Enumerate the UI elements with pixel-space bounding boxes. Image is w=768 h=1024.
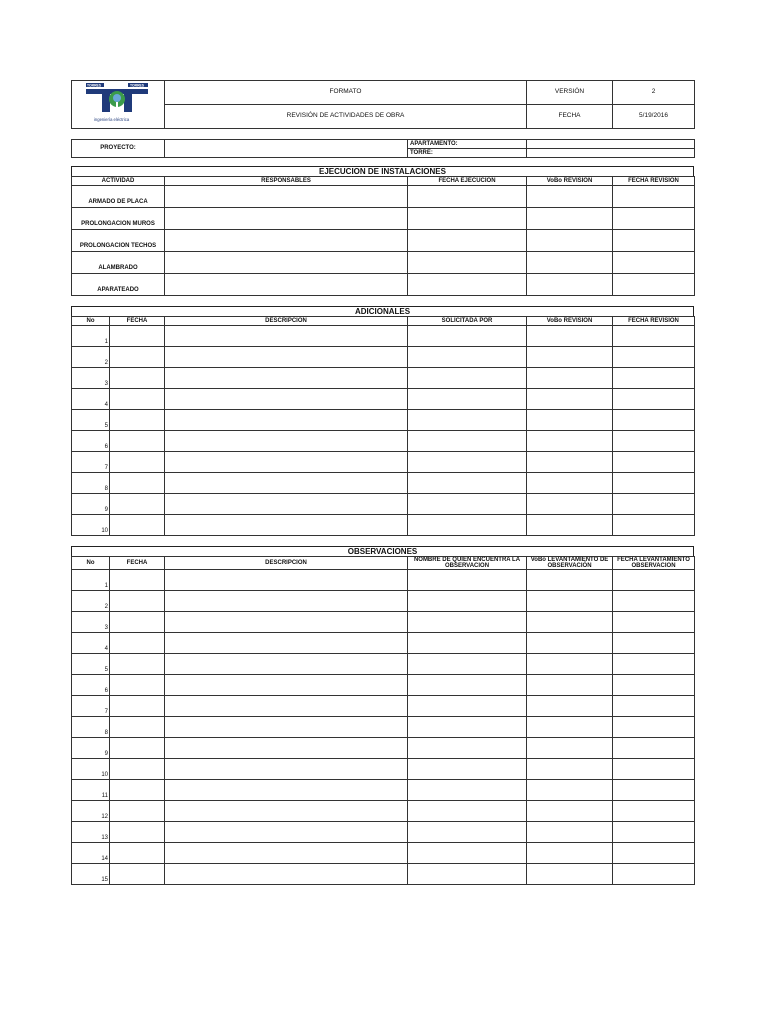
column-header: FECHA REVISION	[613, 176, 695, 185]
fecha-cell[interactable]	[110, 409, 165, 430]
quien-encuentra-cell[interactable]	[408, 716, 527, 737]
vobo-levantamiento-cell[interactable]	[527, 716, 613, 737]
date-label: FECHA	[527, 104, 613, 128]
row-number: 9	[72, 737, 110, 758]
descripcion-cell[interactable]	[165, 632, 408, 653]
company-logo	[72, 81, 165, 129]
row-number: 10	[72, 758, 110, 779]
fecha-levantamiento-cell[interactable]	[613, 590, 695, 611]
descripcion-cell[interactable]	[165, 325, 408, 346]
fecha-revision-cell[interactable]	[613, 273, 695, 295]
table-row	[72, 430, 695, 451]
fecha-cell[interactable]	[110, 716, 165, 737]
fecha-cell[interactable]	[110, 695, 165, 716]
row-number: 7	[72, 451, 110, 472]
fecha-ejecucion-cell[interactable]	[408, 229, 527, 251]
column-header: FECHA	[110, 316, 165, 325]
row-number: 2	[72, 346, 110, 367]
quien-encuentra-cell[interactable]	[408, 779, 527, 800]
format-label: FORMATO	[165, 81, 527, 105]
fecha-cell[interactable]	[110, 569, 165, 590]
table-row	[72, 514, 695, 535]
activity-label: ARMADO DE PLACA	[72, 185, 165, 207]
fecha-revision-cell[interactable]	[613, 409, 695, 430]
solicitada-por-cell[interactable]	[408, 409, 527, 430]
row-number: 8	[72, 472, 110, 493]
fecha-cell[interactable]	[110, 779, 165, 800]
quien-encuentra-cell[interactable]	[408, 821, 527, 842]
descripcion-cell[interactable]	[165, 863, 408, 884]
row-number: 15	[72, 863, 110, 884]
table-row	[72, 674, 695, 695]
fecha-cell[interactable]	[110, 800, 165, 821]
quien-encuentra-cell[interactable]	[408, 758, 527, 779]
descripcion-cell[interactable]	[165, 737, 408, 758]
descripcion-cell[interactable]	[165, 800, 408, 821]
quien-encuentra-cell[interactable]	[408, 632, 527, 653]
installations-title: EJECUCION DE INSTALACIONES	[71, 166, 694, 176]
responsables-cell[interactable]	[165, 207, 408, 229]
descripcion-cell[interactable]	[165, 430, 408, 451]
vobo-levantamiento-cell[interactable]	[527, 611, 613, 632]
column-header: DESCRIPCION	[165, 316, 408, 325]
table-row	[72, 695, 695, 716]
row-number: 6	[72, 430, 110, 451]
descripcion-cell[interactable]	[165, 590, 408, 611]
fecha-cell[interactable]	[110, 325, 165, 346]
column-header: VoBo LEVANTAMIENTO DE OBSERVACIÓN	[527, 556, 613, 569]
quien-encuentra-cell[interactable]	[408, 569, 527, 590]
column-header: FECHA REVISION	[613, 316, 695, 325]
row-number: 5	[72, 409, 110, 430]
row-number: 6	[72, 674, 110, 695]
activity-label: PROLONGACION MUROS	[72, 207, 165, 229]
column-header: NOMBRE DE QUIEN ENCUENTRA LA OBSERVACION	[408, 556, 527, 569]
fecha-cell[interactable]	[110, 758, 165, 779]
descripcion-cell[interactable]	[165, 758, 408, 779]
logo-word-right: TORRES	[130, 83, 145, 88]
quien-encuentra-cell[interactable]	[408, 674, 527, 695]
solicitada-por-cell[interactable]	[408, 325, 527, 346]
column-header: VoBo REVISION	[527, 176, 613, 185]
fecha-cell[interactable]	[110, 346, 165, 367]
fecha-cell[interactable]	[110, 611, 165, 632]
project-table	[71, 139, 695, 158]
solicitada-por-cell[interactable]	[408, 430, 527, 451]
row-number: 1	[72, 569, 110, 590]
descripcion-cell[interactable]	[165, 451, 408, 472]
vobo-revision-cell[interactable]	[527, 273, 613, 295]
fecha-cell[interactable]	[110, 863, 165, 884]
fecha-cell[interactable]	[110, 821, 165, 842]
table-row	[72, 493, 695, 514]
vobo-levantamiento-cell[interactable]	[527, 632, 613, 653]
descripcion-cell[interactable]	[165, 367, 408, 388]
fecha-levantamiento-cell[interactable]	[613, 611, 695, 632]
fecha-levantamiento-cell[interactable]	[613, 653, 695, 674]
vobo-levantamiento-cell[interactable]	[527, 779, 613, 800]
activity-row	[72, 229, 695, 251]
descripcion-cell[interactable]	[165, 716, 408, 737]
responsables-cell[interactable]	[165, 273, 408, 295]
descripcion-cell[interactable]	[165, 409, 408, 430]
fecha-revision-cell[interactable]	[613, 430, 695, 451]
column-header: FECHA	[110, 556, 165, 569]
quien-encuentra-cell[interactable]	[408, 800, 527, 821]
vobo-revision-cell[interactable]	[527, 409, 613, 430]
descripcion-cell[interactable]	[165, 779, 408, 800]
quien-encuentra-cell[interactable]	[408, 611, 527, 632]
vobo-levantamiento-cell[interactable]	[527, 674, 613, 695]
fecha-revision-cell[interactable]	[613, 325, 695, 346]
solicitada-por-cell[interactable]	[408, 388, 527, 409]
vobo-levantamiento-cell[interactable]	[527, 842, 613, 863]
fecha-cell[interactable]	[110, 737, 165, 758]
additions-title: ADICIONALES	[71, 306, 694, 316]
table-row	[72, 611, 695, 632]
column-header: No	[72, 556, 110, 569]
vobo-revision-cell[interactable]	[527, 430, 613, 451]
fecha-cell[interactable]	[110, 451, 165, 472]
vobo-levantamiento-cell[interactable]	[527, 758, 613, 779]
vobo-revision-cell[interactable]	[527, 185, 613, 207]
table-row	[72, 737, 695, 758]
fecha-levantamiento-cell[interactable]	[613, 800, 695, 821]
table-row	[72, 632, 695, 653]
fecha-cell[interactable]	[110, 388, 165, 409]
row-number: 7	[72, 695, 110, 716]
vobo-levantamiento-cell[interactable]	[527, 695, 613, 716]
fecha-revision-cell[interactable]	[613, 493, 695, 514]
fecha-levantamiento-cell[interactable]	[613, 674, 695, 695]
column-header: No	[72, 316, 110, 325]
table-row	[72, 569, 695, 590]
table-row	[72, 716, 695, 737]
table-row	[72, 800, 695, 821]
table-row	[72, 409, 695, 430]
vobo-revision-cell[interactable]	[527, 325, 613, 346]
fecha-levantamiento-cell[interactable]	[613, 569, 695, 590]
fecha-revision-cell[interactable]	[613, 346, 695, 367]
descripcion-cell[interactable]	[165, 388, 408, 409]
fecha-levantamiento-cell[interactable]	[613, 737, 695, 758]
row-number: 2	[72, 590, 110, 611]
vobo-levantamiento-cell[interactable]	[527, 737, 613, 758]
tower-label: TORRE:	[408, 148, 527, 157]
descripcion-cell[interactable]	[165, 569, 408, 590]
fecha-levantamiento-cell[interactable]	[613, 863, 695, 884]
installations-header-row	[72, 176, 695, 185]
descripcion-cell[interactable]	[165, 472, 408, 493]
table-row	[72, 451, 695, 472]
vobo-revision-cell[interactable]	[527, 493, 613, 514]
descripcion-cell[interactable]	[165, 611, 408, 632]
table-row	[72, 653, 695, 674]
column-header: ACTIVIDAD	[72, 176, 165, 185]
document-title: REVISIÓN DE ACTIVIDADES DE OBRA	[165, 104, 527, 128]
fecha-cell[interactable]	[110, 653, 165, 674]
torres-logo-icon	[72, 81, 165, 125]
row-number: 10	[72, 514, 110, 535]
fecha-ejecucion-cell[interactable]	[408, 273, 527, 295]
version-label: VERSIÓN	[527, 81, 613, 105]
solicitada-por-cell[interactable]	[408, 451, 527, 472]
row-number: 4	[72, 632, 110, 653]
row-number: 9	[72, 493, 110, 514]
vobo-revision-cell[interactable]	[527, 207, 613, 229]
table-row	[72, 325, 695, 346]
vobo-revision-cell[interactable]	[527, 514, 613, 535]
solicitada-por-cell[interactable]	[408, 367, 527, 388]
table-row	[72, 842, 695, 863]
fecha-revision-cell[interactable]	[613, 251, 695, 273]
descripcion-cell[interactable]	[165, 514, 408, 535]
fecha-cell[interactable]	[110, 430, 165, 451]
table-row	[72, 779, 695, 800]
row-number: 5	[72, 653, 110, 674]
fecha-levantamiento-cell[interactable]	[613, 779, 695, 800]
column-header: FECHA EJECUCION	[408, 176, 527, 185]
fecha-cell[interactable]	[110, 367, 165, 388]
table-row	[72, 346, 695, 367]
table-row	[72, 472, 695, 493]
quien-encuentra-cell[interactable]	[408, 653, 527, 674]
fecha-revision-cell[interactable]	[613, 185, 695, 207]
logo-tagline: ingeniería eléctrica	[94, 117, 130, 122]
fecha-ejecucion-cell[interactable]	[408, 185, 527, 207]
solicitada-por-cell[interactable]	[408, 472, 527, 493]
fecha-cell[interactable]	[110, 472, 165, 493]
table-row	[72, 590, 695, 611]
vobo-levantamiento-cell[interactable]	[527, 569, 613, 590]
installations-table	[71, 176, 695, 296]
project-field[interactable]	[165, 139, 408, 157]
fecha-levantamiento-cell[interactable]	[613, 758, 695, 779]
descripcion-cell[interactable]	[165, 493, 408, 514]
row-number: 1	[72, 325, 110, 346]
fecha-levantamiento-cell[interactable]	[613, 821, 695, 842]
fecha-cell[interactable]	[110, 842, 165, 863]
vobo-revision-cell[interactable]	[527, 451, 613, 472]
version-value: 2	[613, 81, 695, 105]
fecha-revision-cell[interactable]	[613, 367, 695, 388]
descripcion-cell[interactable]	[165, 821, 408, 842]
activity-label: APARATEADO	[72, 273, 165, 295]
column-header: VoBo REVISION	[527, 316, 613, 325]
column-header: RESPONSABLES	[165, 176, 408, 185]
descripcion-cell[interactable]	[165, 346, 408, 367]
quien-encuentra-cell[interactable]	[408, 842, 527, 863]
solicitada-por-cell[interactable]	[408, 346, 527, 367]
apartment-field[interactable]	[527, 139, 695, 148]
additions-table	[71, 316, 695, 536]
fecha-cell[interactable]	[110, 493, 165, 514]
vobo-levantamiento-cell[interactable]	[527, 590, 613, 611]
vobo-levantamiento-cell[interactable]	[527, 863, 613, 884]
fecha-ejecucion-cell[interactable]	[408, 251, 527, 273]
row-number: 14	[72, 842, 110, 863]
responsables-cell[interactable]	[165, 185, 408, 207]
observations-table	[71, 556, 695, 885]
vobo-levantamiento-cell[interactable]	[527, 800, 613, 821]
descripcion-cell[interactable]	[165, 653, 408, 674]
vobo-revision-cell[interactable]	[527, 388, 613, 409]
column-header: FECHA LEVANTAMIENTO OBSERVACION	[613, 556, 695, 569]
form-sheet	[71, 80, 694, 885]
row-number: 3	[72, 611, 110, 632]
vobo-revision-cell[interactable]	[527, 251, 613, 273]
logo-word-left: TORRES	[87, 83, 102, 88]
activity-row	[72, 207, 695, 229]
fecha-revision-cell[interactable]	[613, 472, 695, 493]
table-row	[72, 388, 695, 409]
fecha-revision-cell[interactable]	[613, 514, 695, 535]
fecha-levantamiento-cell[interactable]	[613, 632, 695, 653]
row-number: 11	[72, 779, 110, 800]
row-number: 13	[72, 821, 110, 842]
table-row	[72, 863, 695, 884]
vobo-revision-cell[interactable]	[527, 229, 613, 251]
activity-row	[72, 251, 695, 273]
fecha-cell[interactable]	[110, 590, 165, 611]
observations-header-row	[72, 556, 695, 569]
descripcion-cell[interactable]	[165, 674, 408, 695]
table-row	[72, 758, 695, 779]
fecha-levantamiento-cell[interactable]	[613, 695, 695, 716]
row-number: 3	[72, 367, 110, 388]
vobo-revision-cell[interactable]	[527, 367, 613, 388]
quien-encuentra-cell[interactable]	[408, 695, 527, 716]
tower-field[interactable]	[527, 148, 695, 157]
column-header: SOLICITADA POR	[408, 316, 527, 325]
fecha-revision-cell[interactable]	[613, 229, 695, 251]
fecha-revision-cell[interactable]	[613, 388, 695, 409]
row-number: 12	[72, 800, 110, 821]
activity-row	[72, 185, 695, 207]
responsables-cell[interactable]	[165, 229, 408, 251]
vobo-revision-cell[interactable]	[527, 472, 613, 493]
date-value: 5/19/2016	[613, 104, 695, 128]
apartment-label: APARTAMENTO:	[408, 139, 527, 148]
fecha-revision-cell[interactable]	[613, 451, 695, 472]
column-header: DESCRIPCION	[165, 556, 408, 569]
solicitada-por-cell[interactable]	[408, 514, 527, 535]
quien-encuentra-cell[interactable]	[408, 737, 527, 758]
vobo-revision-cell[interactable]	[527, 346, 613, 367]
activity-label: PROLONGACION TECHOS	[72, 229, 165, 251]
activity-label: ALAMBRADO	[72, 251, 165, 273]
activity-row	[72, 273, 695, 295]
vobo-levantamiento-cell[interactable]	[527, 653, 613, 674]
fecha-ejecucion-cell[interactable]	[408, 207, 527, 229]
descripcion-cell[interactable]	[165, 842, 408, 863]
fecha-levantamiento-cell[interactable]	[613, 716, 695, 737]
row-number: 8	[72, 716, 110, 737]
solicitada-por-cell[interactable]	[408, 493, 527, 514]
quien-encuentra-cell[interactable]	[408, 863, 527, 884]
fecha-cell[interactable]	[110, 514, 165, 535]
responsables-cell[interactable]	[165, 251, 408, 273]
additions-header-row	[72, 316, 695, 325]
row-number: 4	[72, 388, 110, 409]
fecha-levantamiento-cell[interactable]	[613, 842, 695, 863]
fecha-revision-cell[interactable]	[613, 207, 695, 229]
vobo-levantamiento-cell[interactable]	[527, 821, 613, 842]
header-table	[71, 80, 695, 129]
project-label: PROYECTO:	[72, 139, 165, 157]
observations-title: OBSERVACIONES	[71, 546, 694, 556]
fecha-cell[interactable]	[110, 632, 165, 653]
fecha-cell[interactable]	[110, 674, 165, 695]
quien-encuentra-cell[interactable]	[408, 590, 527, 611]
descripcion-cell[interactable]	[165, 695, 408, 716]
table-row	[72, 821, 695, 842]
table-row	[72, 367, 695, 388]
